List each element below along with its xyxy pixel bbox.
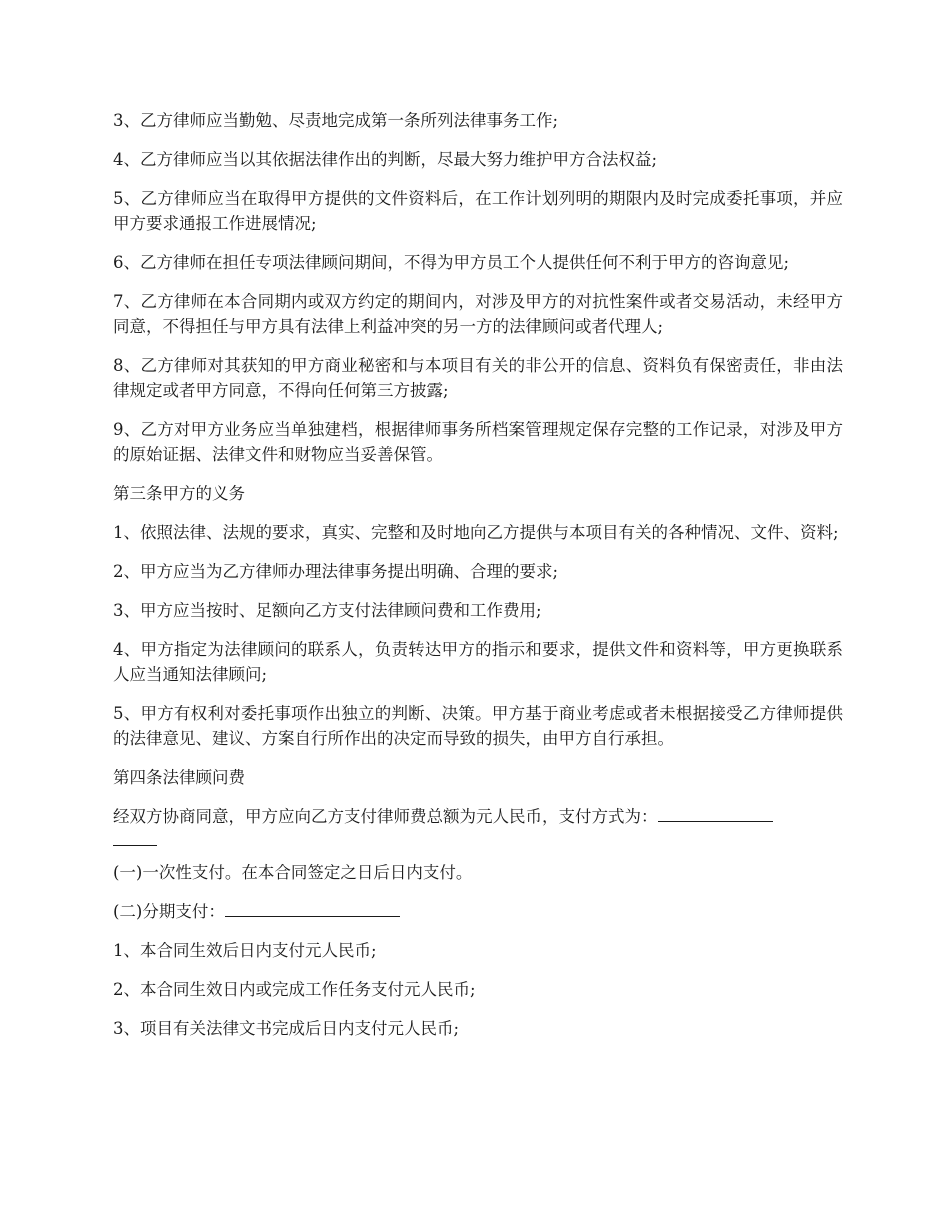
fee-paragraph [113,804,843,846]
installment-blank [225,900,400,917]
clause-paragraph: 4、乙方律师应当以其依据法律作出的判断，尽最大努力维护甲方合法权益; [113,150,658,169]
document-page [113,108,843,1055]
clause-paragraph: 6、乙方律师在担任专项法律顾问期间，不得为甲方员工个人提供任何不利于甲方的咨询意见; [113,253,790,272]
clause-paragraph: 7、乙方律师在本合同期内或双方约定的期间内，对涉及甲方的对抗性案件或者交易活动，未经甲方同意，不得担任与甲方具有法律上利益冲突的另一方的法律顾问或者代理人; [113,292,843,336]
clause-paragraph: 3、乙方律师应当勤勉、尽责地完成第一条所列法律事务工作; [113,111,559,130]
payment-item: 1、本合同生效后日内支付元人民币; [113,941,377,960]
clause-paragraph: 3、甲方应当按时、足额向乙方支付法律顾问费和工作费用; [113,601,542,620]
clause-paragraph: 8、乙方律师对其获知的甲方商业秘密和与本项目有关的非公开的信息、资料负有保密责任，非由法律规定或者甲方同意，不得向任何第三方披露; [113,356,843,400]
section-heading: 第四条法律顾问费 [113,768,245,787]
clause-paragraph: 1、依照法律、法规的要求，真实、完整和及时地向乙方提供与本项目有关的各种情况、文件、资料; [113,523,839,542]
payment-method-blank-continued [113,835,157,846]
installment-label: (二)分期支付： [113,902,225,921]
payment-lump-sum: (一)一次性支付。在本合同签定之日后日内支付。 [113,863,473,882]
section-heading: 第三条甲方的义务 [113,484,245,503]
clause-paragraph: 4、甲方指定为法律顾问的联系人，负责转达甲方的指示和要求，提供文件和资料等，甲方更换联系人应当通知法律顾问; [113,640,843,684]
payment-item: 3、项目有关法律文书完成后日内支付元人民币; [113,1019,460,1038]
payment-method-blank [658,805,773,822]
clause-paragraph: 2、甲方应当为乙方律师办理法律事务提出明确、合理的要求; [113,562,559,581]
payment-installment [113,899,843,924]
payment-item: 2、本合同生效日内或完成工作任务支付元人民币; [113,980,476,999]
clause-paragraph: 5、乙方律师应当在取得甲方提供的文件资料后，在工作计划列明的期限内及时完成委托事项，并应甲方要求通报工作进展情况; [113,189,843,233]
fee-sentence: 经双方协商同意，甲方应向乙方支付律师费总额为元人民币，支付方式为： [113,807,658,826]
clause-paragraph: 9、乙方对甲方业务应当单独建档，根据律师事务所档案管理规定保存完整的工作记录，对涉及甲方的原始证据、法律文件和财物应当妥善保管。 [113,420,843,464]
clause-paragraph: 5、甲方有权利对委托事项作出独立的判断、决策。甲方基于商业考虑或者未根据接受乙方律师提供的法律意见、建议、方案自行所作出的决定而导致的损失，由甲方自行承担。 [113,704,843,748]
